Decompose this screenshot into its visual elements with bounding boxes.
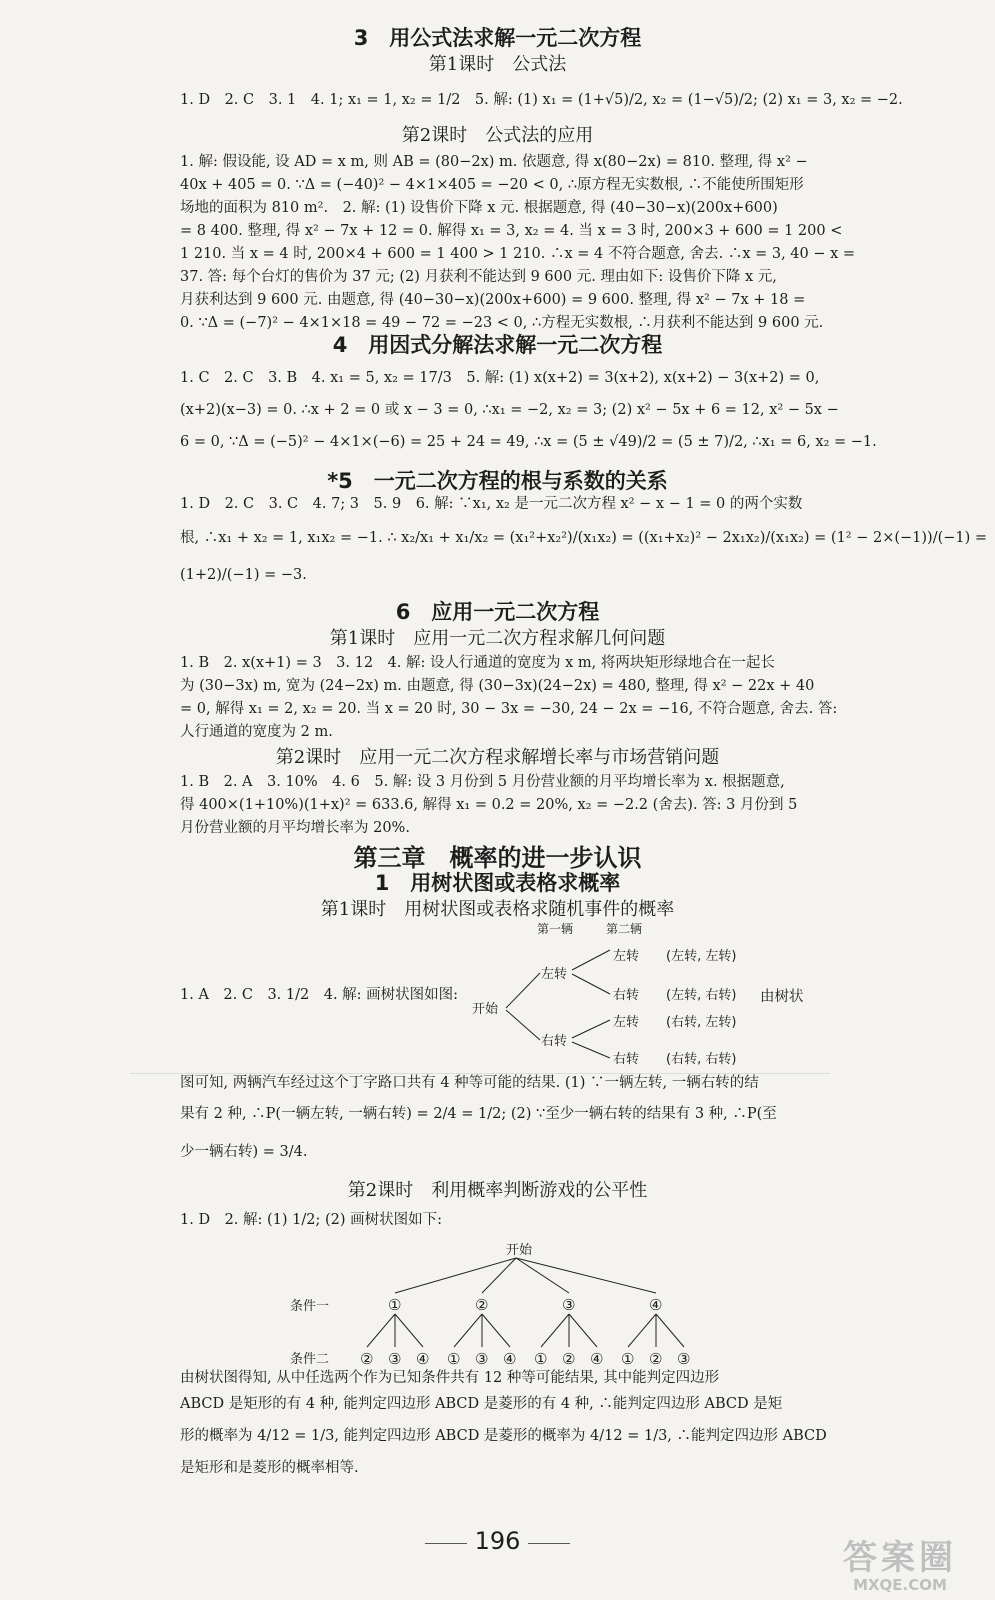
s3-l2-line-4: = 8 400. 整理, 得 x² − 7x + 12 = 0. 解得 x₁ = 3, x₂ = 4. 当 x = 3 时, 200×3 + 600 = 1 200 < xyxy=(180,223,843,239)
tree2-level2-node-3: ④ xyxy=(416,1350,430,1368)
s3-l2-line-2: 40x + 405 = 0. ∵Δ = (−40)² − 4×1×405 = −20 < 0, ∴原方程无实数根, ∴不能使所围矩形 xyxy=(180,177,804,193)
c1-l1-line-1: 图可知, 两辆汽车经过这个丁字路口共有 4 种等可能的结果. (1) ∵一辆左转, 一辆右转的结 xyxy=(180,1075,759,1091)
tree2-edge-root-1 xyxy=(395,1258,516,1293)
tree2-level2-node-12: ③ xyxy=(677,1350,691,1368)
tree2-edge-root-3 xyxy=(516,1258,569,1293)
s6-l2-line-3: 月份营业额的月平均增长率为 20%. xyxy=(180,820,410,836)
tree2-level2-node-1: ② xyxy=(360,1350,374,1368)
s3-l2-line-1: 1. 解: 假设能, 设 AD = x m, 则 AB = (80−2x) m. 依题意, 得 x(80−2x) = 810. 整理, 得 x² − xyxy=(180,154,808,170)
tree2-edge-2-1 xyxy=(454,1314,482,1347)
page-number: 196 xyxy=(474,1527,521,1555)
s5-line-3: (1+2)/(−1) = −3. xyxy=(180,567,307,583)
tree-diagram-conditions xyxy=(280,1236,720,1368)
s3-l1-line-1: 1. D 2. C 3. 1 4. 1; x₁ = 1, x₂ = 1/2 5. 解: (1) x₁ = (1+√5)/2, x₂ = (1−√5)/2; (2) x₁ = 3, x₂ = −2. xyxy=(180,92,903,108)
s6-l2-line-2: 得 400×(1+10%)(1+x)² = 633.6, 解得 x₁ = 0.2 = 20%, x₂ = −2.2 (舍去). 答: 3 月份到 5 xyxy=(180,797,798,813)
tree2-level2-node-5: ③ xyxy=(475,1350,489,1368)
tree2-level-1 xyxy=(388,1296,662,1314)
chapter-3-section-1-title: 1 用树状图或表格求概率 xyxy=(374,871,621,895)
tree2-edge-3-1 xyxy=(541,1314,569,1347)
section-5-title: *5 一元二次方程的根与系数的关系 xyxy=(327,469,668,493)
tree2-edge-2-3 xyxy=(482,1314,510,1347)
tree1-leaf-3: 左转 xyxy=(613,1015,640,1030)
tree2-edge-3-3 xyxy=(569,1314,597,1347)
tree1-outcome-1: (左转, 左转) xyxy=(666,949,737,964)
tree2-level1-node-4: ④ xyxy=(649,1296,663,1314)
s6-l1-line-1: 1. B 2. x(x+1) = 3 3. 12 4. 解: 设人行通道的宽度为 x m, 将两块矩形绿地合在一起长 xyxy=(180,655,775,671)
c1-l2-line-3: 形的概率为 4/12 = 1/3, 能判定四边形 ABCD 是菱形的概率为 4/12 = 1/3, ∴能判定四边形 ABCD xyxy=(180,1428,827,1444)
tree1-outcome-3: (右转, 左转) xyxy=(666,1015,737,1030)
s3-l2-line-5: 1 210. 当 x = 4 时, 200×4 + 600 = 1 400 > 1 210. ∴x = 4 不符合题意, 舍去. ∴x = 3, 40 − x = xyxy=(180,246,856,262)
tree2-level2-node-9: ④ xyxy=(590,1350,604,1368)
chapter-3-lesson-2-title: 第2课时 利用概率判断游戏的公平性 xyxy=(347,1180,648,1201)
s3-l2-line-7: 月获利达到 9 600 元. 由题意, 得 (40−30−x)(200x+600) = 9 600. 整理, 得 x² − 7x + 18 = xyxy=(180,292,806,308)
chapter-3-lesson-1-title: 第1课时 用树状图或表格求随机事件的概率 xyxy=(320,899,675,920)
s3-l2-line-8: 0. ∵Δ = (−7)² − 4×1×18 = 49 − 72 = −23 < 0, ∴方程无实数根, ∴月获利不能达到 9 600 元. xyxy=(180,315,824,331)
tree2-condition-2-label: 条件二 xyxy=(290,1352,330,1367)
tree2-level2-node-2: ③ xyxy=(388,1350,402,1368)
c1-l2-line-1: 由树状图得知, 从中任选两个作为已知条件共有 12 种等可能结果, 其中能判定四边形 xyxy=(180,1370,720,1386)
tree2-edge-1-1 xyxy=(367,1314,395,1347)
page-number-rule-right xyxy=(528,1543,570,1544)
tree1-header-second: 第二辆 xyxy=(606,922,643,936)
tree2-level2-node-10: ① xyxy=(621,1350,635,1368)
s6-l1-line-4: 人行通道的宽度为 2 m. xyxy=(180,724,333,740)
tree1-leaf-2: 右转 xyxy=(613,988,640,1003)
tree2-edge-4-3 xyxy=(656,1314,684,1347)
tree1-leaf-4: 右转 xyxy=(613,1052,640,1067)
tree2-level1-node-1: ① xyxy=(388,1296,402,1314)
tree2-edges xyxy=(367,1258,684,1347)
tree2-edge-4-1 xyxy=(628,1314,656,1347)
tree1-left: 左转 xyxy=(541,967,568,982)
c1-l1-suffix: 由树状 xyxy=(760,989,804,1005)
s5-line-2: 根, ∴x₁ + x₂ = 1, x₁x₂ = −1. ∴ x₂/x₁ + x₁/x₂ = (x₁²+x₂²)/(x₁x₂) = ((x₁+x₂)² − 2x₁x₂)/(x₁x₂) = (1² − 2×(−1))/(−1) = xyxy=(180,530,988,546)
s4-line-1: 1. C 2. C 3. B 4. x₁ = 5, x₂ = 17/3 5. 解: (1) x(x+2) = 3(x+2), x(x+2) − 3(x+2) = 0, xyxy=(180,370,820,386)
section-3-lesson-2-title: 第2课时 公式法的应用 xyxy=(401,125,594,146)
tree1-header-first: 第一辆 xyxy=(537,922,574,936)
tree2-level1-node-2: ② xyxy=(475,1296,489,1314)
tree2-edge-1-3 xyxy=(395,1314,423,1347)
c1-l2-line-2: ABCD 是矩形的有 4 种, 能判定四边形 ABCD 是菱形的有 4 种, ∴能判定四边形 ABCD 是矩 xyxy=(180,1396,783,1412)
c1-l1-line-2: 果有 2 种, ∴P(一辆左转, 一辆右转) = 2/4 = 1/2; (2) ∵至少一辆右转的结果有 3 种, ∴P(至 xyxy=(180,1106,777,1122)
tree1-right: 右转 xyxy=(541,1034,568,1049)
s6-l2-line-1: 1. B 2. A 3. 10% 4. 6 5. 解: 设 3 月份到 5 月份营业额的月平均增长率为 x. 根据题意, xyxy=(180,774,785,790)
chapter-3-title: 第三章 概率的进一步认识 xyxy=(353,844,642,872)
s4-line-3: 6 = 0, ∵Δ = (−5)² − 4×1×(−6) = 25 + 24 = 49, ∴x = (5 ± √49)/2 = (5 ± 7)/2, ∴x₁ = 6, x₂ = −1. xyxy=(180,434,877,450)
s4-line-2: (x+2)(x−3) = 0. ∴x + 2 = 0 或 x − 3 = 0, ∴x₁ = −2, x₂ = 3; (2) x² − 5x + 6 = 12, x² − 5x − xyxy=(180,402,839,418)
c1-l1-line-3: 少一辆右转) = 3/4. xyxy=(180,1144,308,1160)
tree2-edge-root-4 xyxy=(516,1258,656,1293)
section-6-lesson-2-title: 第2课时 应用一元二次方程求解增长率与市场营销问题 xyxy=(275,747,720,768)
s6-l1-line-3: = 0, 解得 x₁ = 2, x₂ = 20. 当 x = 20 时, 30 − 3x = −30, 24 − 2x = −16, 不符合题意, 舍去. 答: xyxy=(180,701,838,717)
tree1-root: 开始 xyxy=(472,1002,499,1017)
s6-l1-line-2: 为 (30−3x) m, 宽为 (24−2x) m. 由题意, 得 (30−3x)(24−2x) = 480, 整理, 得 x² − 22x + 40 xyxy=(180,678,815,694)
section-4-title: 4 用因式分解法求解一元二次方程 xyxy=(332,333,663,357)
tree2-level1-node-3: ③ xyxy=(562,1296,576,1314)
section-3-title: 3 用公式法求解一元二次方程 xyxy=(353,26,642,50)
tree2-level2-node-6: ④ xyxy=(503,1350,517,1368)
c1-l1-prefix: 1. A 2. C 3. 1/2 4. 解: 画树状图如图: xyxy=(180,987,459,1003)
tree1-outcome-2: (左转, 右转) xyxy=(666,988,737,1003)
tree2-root: 开始 xyxy=(506,1243,533,1258)
s3-l2-line-6: 37. 答: 每个台灯的售价为 37 元; (2) 月获利不能达到 9 600 元. 理由如下: 设售价下降 x 元, xyxy=(180,269,777,285)
c1-l2-line-4: 是矩形和是菱形的概率相等. xyxy=(180,1460,359,1476)
tree1-leaf-1: 左转 xyxy=(613,949,640,964)
tree2-condition-1-label: 条件一 xyxy=(290,1299,330,1314)
section-3-lesson-1-title: 第1课时 公式法 xyxy=(428,54,567,75)
tree1-outcome-4: (右转, 右转) xyxy=(666,1052,737,1067)
tree2-level2-node-4: ① xyxy=(447,1350,461,1368)
s3-l2-line-3: 场地的面积为 810 m². 2. 解: (1) 设售价下降 x 元. 根据题意, 得 (40−30−x)(200x+600) xyxy=(180,200,778,216)
c1-l2-first-line: 1. D 2. 解: (1) 1/2; (2) 画树状图如下: xyxy=(180,1212,443,1228)
watermark-logo xyxy=(825,1540,975,1595)
tree2-level2-node-7: ① xyxy=(534,1350,548,1368)
section-6-title: 6 应用一元二次方程 xyxy=(395,600,600,624)
section-6-lesson-1-title: 第1课时 应用一元二次方程求解几何问题 xyxy=(329,628,666,649)
watermark-line-2: MXQE.COM xyxy=(853,1576,947,1594)
s5-line-1: 1. D 2. C 3. C 4. 7; 3 5. 9 6. 解: ∵x₁, x₂ 是一元二次方程 x² − x − 1 = 0 的两个实数 xyxy=(180,496,803,512)
tree2-level2-node-8: ② xyxy=(562,1350,576,1368)
tree2-level2-node-11: ② xyxy=(649,1350,663,1368)
watermark-line-1: 答案圈 xyxy=(843,1538,957,1578)
